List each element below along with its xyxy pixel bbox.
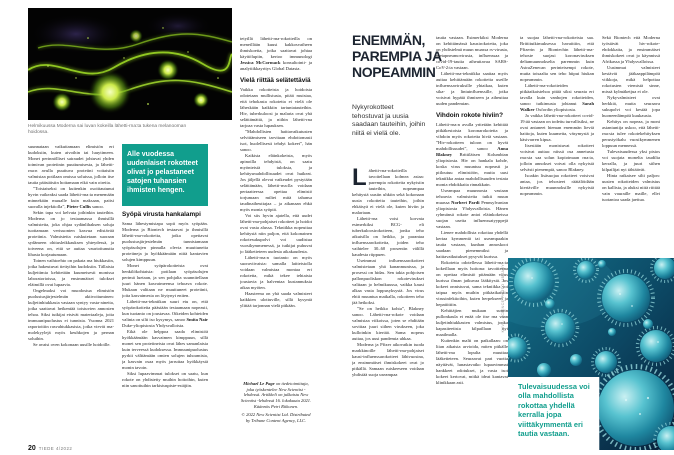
body-paragraph: Tulevaisuudessa yksi pistos voi suojata monelta taudilta kerralla, ja juuri siihen kilpailijat nyt tähtäävät. — [602, 149, 660, 173]
body-paragraph: Sekin tapa voi kelvata joihinkin tauteihin. Moderna on jo testaamassa ihmisillä valmistetta, joka ohjaa sydänlihaksen soluja tuottamaan verisuonten kasvua edistävää proteiinia. Valmistetta ruiskutetaan suoraan sydämeen ohitusleikkauksen yhteydessä, ja toiveena on, että se auttaa vaurioitunutta lihasta korjautumaan. — [28, 210, 114, 258]
body-paragraph — [240, 36, 312, 72]
right-column-1 — [352, 168, 424, 438]
body-paragraph — [28, 186, 114, 210]
body-paragraph: Itsestään monistuvat rokotteet voisivat auttaa: niissä osa annetusta rna:sta saa solun kopioimaan rna:ta, jolloin annokset voivat olla nykyistä selvästi pienempiä, sanoo Blakney. — [520, 143, 594, 173]
body-paragraph: Siksi lupaavimmat tulokset on saatu, kun rokote on yhdistetty muihin hoitoihin, kuten niin sanottuihin tarkistuspiste-estäjiin. — [122, 371, 208, 389]
body-paragraph: Ja vaikka lähetti-rna-rokotteet covid-19:ää vastaan on todettu turvallisiksi, ne ovat antaneet hieman enemmän lieviä haittoja, kuten kuumetta, väsymystä ja käsivarren kipua. — [520, 113, 594, 143]
body-paragraph: Isoakin lisäsuojaa rokotteet voisivat antaa, jos tehosteet räätälöidään kiertäville muunnoksille nykyistä nopeammin. — [520, 173, 594, 197]
body-paragraph: Lähetti-rna-tekniikka saattaa myös auttaa kehittämään rokotteita useille influenssaviruksille yhtaikaa, kuten sika- ja lintuinfluenssille, jotka voisivat hypätä ihmiseen ja aiheuttaa uuden pandemian. — [436, 71, 508, 107]
person-name: Jessica McCormack — [240, 60, 281, 65]
body-paragraph: Monet syöpärokotteista ovat henkilökohtaisia: potilaan syöpäsolujen perimä luetaan, ja sen pohjalta suunnitellaan juuri hänen kasvaimeensa tehoava rokote. Mukaan valitaan ne muuttuneet proteiinit, joita kasvaimesta on löytynyt eniten. — [122, 263, 208, 299]
body-paragraph: Sama lähestymistapa sopii myös syöpään. Moderna ja Biontech testaavat jo ihmisillä lähetti-rna-rokotteita, jotka opettavat puolustusjärjestelmän tunnistamaan syöpäsolujen pinnalla olevia muuttuneita proteiineja ja hyökkäämään niitä kantavien solujen kimppuun. — [122, 221, 208, 263]
body-paragraph: suunnataan vaikuttamaan elimistön eri kudoksiin, kuten aivoihin tai luuytimeen. Monet perinnölliset sairaudet johtuvat yhden toimivan proteiinin puuttumisesta, ja lähetti-rna:n avulla puuttuva proteiini voitaisiin valmistaa potilaan omissa soluissa, jolloin itse tautia päästäisiin hoitamaan eikä vain oireita. — [28, 144, 114, 186]
credits-text: on tiedetoimittaja, joka työskentelee New Scientist -lehdessä. Artikkeli on julkaistu New Scientist -lehdessä 16. lokakuuta 2021. Käännös Petri Riikonen. — [241, 381, 311, 409]
body-paragraph: Voi siis hyvin ajatella, että uudet lähetti-rna-pohjaiset rokotteet ja hoidot ovat vasta alussa. Tekniikka nopeuttaa kehitystä niin paljon, että kokonainen rokotesukupolvi voi uudistua vuosikymmenessä, ja tutkijat puhuvat jo lääketieteen uudesta aikakaudesta. — [240, 213, 312, 255]
left-column-3-text — [240, 36, 312, 376]
body-paragraph: Kehitys on nopeaa, ja moni asiantuntija uskoo, että lähetti-rna:sta tulee rokotekehityksen perustyökalu vuosikymmenen loppuun mennessä. — [602, 119, 660, 149]
paragraph-text: sanoo. — [91, 204, 104, 209]
paragraph-text: Duke-yliopistosta Yhdysvalloista. — [122, 323, 184, 328]
right-column-2 — [436, 35, 508, 438]
body-paragraph — [436, 122, 508, 188]
person-name: Anna Blakney — [436, 146, 508, 157]
body-paragraph: Hinta ratkaisee silti paljon: uusien rokotteiden valmistus on kallista, ja aluksi niitä riittää vain vauraille maille, ellei tuotantoa saada jaettua. — [602, 173, 660, 203]
drop-cap: L — [352, 168, 367, 188]
person-name: Norbert Pardi — [451, 200, 479, 205]
body-paragraph: Kaikista eläinkokeista, myös apinoilla tehdyistä, on saatu myönteisiä tuloksia, ja kehitysmahdollisuudet ovat huikeat. Jos jäljellä olevat vaikeudet pystytään selättämään, lähetti-rna:lla voidaan periaatteessa opettaa elimistö torjumaan miltei mitä tahansa taudinaiheuttajaa – ja aikanaan ehkä myös monia syöpiä. — [240, 153, 312, 213]
paragraph-text: Brittiläisen Kolumbian yliopistosta. Hiv on hankala kohde, koska virus muuntuu nopeasti ja piiloutuu elimistöön, mutta uusi tekniikka antaa mahdollisuuden testata monia ehdokkaita rinnakkain. — [436, 152, 508, 187]
paragraph-text: Pennsylvanian yliopistosta Yhdysvalloista. Hänen ryhmänsä rokote antoi eläinkokeissa suojan useita influenssatyyppejä vastaan. — [436, 200, 508, 229]
body-paragraph: Haasteena on yhä saada valmisteet kaikkien ulottuville, sillä kysyntä ylittää tarjonnan vielä pitkään. — [240, 291, 312, 309]
paragraph-text: Lähetti-rna-tekniikan suuri etu on, että syöpärokotteita päästään testaamaan nopeasti, kun tuotanto on joustavaa. Oikeiden kohteiden valinta on silti iso kysymys, sanoo — [122, 299, 208, 322]
right-column-3 — [520, 35, 594, 252]
section-heading-hiv: Vihdoin rokote hiviin? — [436, 112, 508, 119]
page-footer — [28, 437, 72, 455]
body-paragraph: Lähetti-rna:n tuotanto on myös suoraviivaista: samalla laitteistolla voidaan valmistaa montaa eri rokotetta, mikä tekee tehtaista joustavia ja halventaa kustannuksia aikaa myöten. — [240, 255, 312, 291]
left-column-2 — [122, 144, 208, 438]
paragraph-text: Useampaa muunnosta vastaan tehoavia valmisteita tutkii muun muassa — [436, 188, 508, 205]
body-paragraph: Useimmat influenssarokotteet valmistetaan yhä kananmunissa, ja prosessi on hidas. Sen takia pohjoisen pallonpuoliskon rokotevirukset valitaan jo helmikuussa, vaikka kausi alkaa vasta loppusyksystä. Jos virus ehtii muuntua matkalla, rokotteen teho jää heikoksi. — [352, 258, 424, 306]
paragraph-text: tetyillä lähetti-rna-rokotteilla on meneillään kuusi kakkosvaiheen ihmiskoetta, jotka saattavat johtaa käyttölupiin, kertoo immunologi — [240, 36, 312, 59]
fluorescence-photo-graphic — [28, 8, 232, 120]
person-name: Smita Nair — [186, 317, 208, 322]
paragraph-text: ”Toistaiseksi on kuitenkin osoittautunut hyvin vaikeaksi saada lähetti-rna:ta menemään minnekään muualle kuin maksaan, paitsi suoralla injektiolla”, — [28, 186, 114, 209]
person-name: Sarah Walker — [520, 101, 594, 112]
body-paragraph: Eikä ole helppoa saada elimistöä hyökkäämään kasvaimen kimppuun, sillä monet sen proteiineista ovat lähes samanlaisia kuin terveessä kudoksessa. Immuunipuolustus pyrkii välttämään omien solujen tuhoamista, ja kasvain osaa myös jarruttaa hyökkäystä monin tavoin. — [122, 329, 208, 371]
headline-line: ENEMMÄN, — [352, 32, 448, 48]
credits-copyright: © 2022 New Scientist Ltd. Distributed by Tribune Content Agency, LLC. — [240, 412, 312, 423]
section-heading-remaining: Vielä riittää selätettäviä — [240, 77, 312, 84]
body-paragraph — [436, 188, 508, 230]
paragraph-text: ähetti-rna-rokotteilla tavoitellaan kolmea asiaa: parempia rokotteita nykyisiin tauteihin, nopeampaa kehitystä uusiin uhkiin sekä kokonaan uusia rokotteita tauteihin, joihin ehkäisyä ei vielä ole, kuten hiviin ja malariaan. — [352, 168, 424, 215]
cancer-section — [122, 206, 208, 434]
credits-author-line — [240, 381, 312, 410]
body-paragraph: Sekä Biontech että Moderna työstävät hiv-rokote-ehdokkaita, ja ensimmäiset ihmiskokeet ovat jo käynnissä Afrikassa ja Yhdysvalloissa. — [602, 35, 660, 65]
left-column-3 — [240, 36, 312, 438]
author-name: Michael Le Page — [243, 381, 275, 386]
photo-credit-vertical: KUVA: SCIENCE PHOTO LIBRARY — [501, 264, 505, 332]
fluorescence-photo — [28, 8, 232, 120]
page-number: 20 — [28, 445, 36, 452]
paragraph-text: konsultointi- ja analytiikkayritys Global Datasta. — [240, 60, 312, 71]
body-paragraph: Lienee mahdollista rokottaa yhdellä kertaa kymmentä tai useampaakin tautia vastaan, kunhan annoskoot saadaan pienemmiksi ja haittavaikutukset pysyvät kurissa. — [436, 230, 508, 260]
body-paragraph: Lähetti-rna voisi korvata esimerkiksi BCG- eli tuberkuloosirokotteen, jonka teho aikuisilla on heikko, ja parantaa influenssarokotteita, joiden teho vaihtelee 30–60 prosentin välillä kaudesta riippuen. — [352, 216, 424, 258]
pull-quote: Alle vuodessa uudenlaiset rokotteet olivat jo pelastaneet satojen tuhansien ihmisten hengen. — [122, 144, 208, 206]
body-paragraph: Vaikka rokotteista ja hoidoista odotetaan mullistusta, pitää muistaa, että tehokasta rokotetta ei vielä ole läheskään kaikkiin tartuntatauteihin. Hiv, tuberkuloosi ja malaria ovat yhä selättämättä, ja niihin lähetti-rna tarjoaa vasta lupauksen. — [240, 87, 312, 129]
body-paragraph: Nykyvalmisteet ovat herkkiä, mutta seuraava sukupolvi voi kestää jopa huoneenlämpöä kuukausia. — [602, 95, 660, 119]
body-paragraph: ”Mahdollisten haittavaikutusten selvittämiseen tarvitaan ehdottomasti isot, huolellisesti tehdyt kokeet”, hän sanoo. — [240, 129, 312, 153]
body-paragraph: Se avaisi oven kokonaan uusille hoidoille. — [28, 342, 114, 348]
paragraph-text: Lähetti-rna:n avulla yritetään kehittää pitkäkestoista koronarokotetta ja vihdoin myös rokotetta hiviä vastaan. ”Hiv-rokotteen tuloon on hyvät mahdollisuudet”, sanoo — [436, 122, 508, 151]
body-paragraph — [122, 299, 208, 329]
body-paragraph: tautia vastaan. Esimerkiksi Moderna on kehittämässä kausirokotetta, joka on yhdistelmä muun muassa rs-virusta, metapneumovirusta, influenssaa ja covid-19-tautia aiheuttavaa SARS-CoV-2:ta vastaan. — [436, 35, 508, 71]
body-paragraph: ta suojaa lähetti-rna-rokotteista saa. Brittitutkimuksessa havaittiin, että Pfizerin ja Biontechin lähetti-rna-tehoste suojasi koronaviruksen deltamuunnokselta paremmin kuin AstraZenecan perinteisempi rokote, mutta toisaalta sen teho hiipui hiukan nopeammin. — [520, 35, 594, 83]
right-column-4 — [602, 35, 660, 252]
left-column-1 — [28, 144, 114, 438]
body-paragraph: Kehittäjien mukaan suurin pullonkaula ei enää ole itse rna vaan kuljetinhiukkasten valmistus, jonka kapasiteetista kilpaillaan nyt maailmalla. — [436, 308, 508, 338]
body-paragraph: Moderna ja Pfizer aikovatkin tuoda markkinoille lähetti-rna-pohjaiset kausi-influenssarokotteet lähivuosina, ja ensimmäiset ihmiskokeet ovat jo pitkällä. Samaan ruiskeeseen voidaan yhdistää suoja useampaa — [352, 342, 424, 378]
person-name: Pieter Cullis — [67, 204, 91, 209]
photo-caption: Helmikuussa Moderna sai luvan kokeilla lähetti-rna:ta tukena melanooman hoidossa. — [28, 124, 200, 136]
body-paragraph: ”Se on heikko kohta”, Blakney sanoo. Lähetti-rna-rokote voidaan valmistaa viikoissa, joten se ehditään sovittaa juuri siihen virukseen, joka kulloinkin kiertää. Sama nopeus auttaa, jos uusi pandemia uhkaa. — [352, 306, 424, 342]
body-paragraph — [352, 168, 424, 216]
headline-line: NOPEAMMIN — [352, 64, 448, 80]
paragraph-text: Lähetti-rna-rokotteiden pitkäaikaistehoa pitää siksi seurata eri tavalla kuin vanhojen rokotteiden, sanoo tutkimusta johtanut — [520, 83, 594, 106]
section-heading-cancer: Syöpä virusta hankalampi — [122, 211, 208, 218]
standfirst: Nykyrokotteet tehostuvat ja uusia saadaan tauteihin, joihin niitä ei vielä ole. — [352, 104, 426, 138]
body-paragraph: Ongelmaksi voi muodostua elimistön puolustusjärjestelmän aktivoituminen: kuljetinhiukkasia vastaan syntyy vasta-aineita, jotka saattavat heikentää toistuvien annosten tehoa. Siksi tutkijat etsivät materiaaleja, joita immuunipuolustus ei tunnista. Vuonna 2021 raportoitiin rasvahiukkasista, jotka vievät rna-molekyylejä myös keuhkojen ja pernan soluihin. — [28, 288, 114, 342]
paragraph-text: Oxfordin yliopistosta. — [535, 107, 576, 112]
headline — [352, 32, 448, 80]
issue-label: TIEDE 4/2022 — [39, 446, 73, 451]
body-paragraph: Uusimmat valmisteet kestävät jääkaappilämpöä viikkoja, mikä helpottaa rokotusten viemistä sinne, missä kylmäketjua ei ole. — [602, 65, 660, 95]
body-paragraph: Kuitenkin malti on paikallaan: on liian aikaista arvioida, miten pitkälle lähetti-rna lopulta muuttaa lääketieteen. Seuraavat pari vuotta näyttävät, lunastavatko lupaavimmat hankkeet odotukset, ja vasta isot kokeet kertovat, mitkä ideat kantavat klinikkaan asti. — [436, 338, 508, 386]
body-paragraph: Rokotetta odotellessa lähetti-rna:ta kokeillaan myös hoitona: tavoitteena on opettaa elimistö pitämään virus kurissa ilman jatkuvaa lääkitystä. Jos kokeet onnistuvat, sama tekniikka voi taipua myös muihin pitkäaikaisiin virusinfektioihin, kuten herpekseen ja hepatiittiin. — [436, 260, 508, 308]
body-paragraph — [520, 83, 594, 113]
headline-line: PAREMPIA JA — [352, 48, 448, 64]
future-callout: Tulevaisuudessa voi olla mahdollista rokottaa yhdellä kerralla jopa viittäkymmentä eri tautia vastaan. — [518, 382, 598, 438]
body-paragraph: Toinen vaihtoehto on pakata rna hiukkasiin, jotka hakeutuvat tiettyihin kudoksiin. Tällaisia kuljettimia kehitetään kuumeisesti monissa laboratorioissa, ja ensimmäiset tulokset eläimillä ovat lupaavia. — [28, 258, 114, 288]
article-credits — [240, 381, 312, 423]
